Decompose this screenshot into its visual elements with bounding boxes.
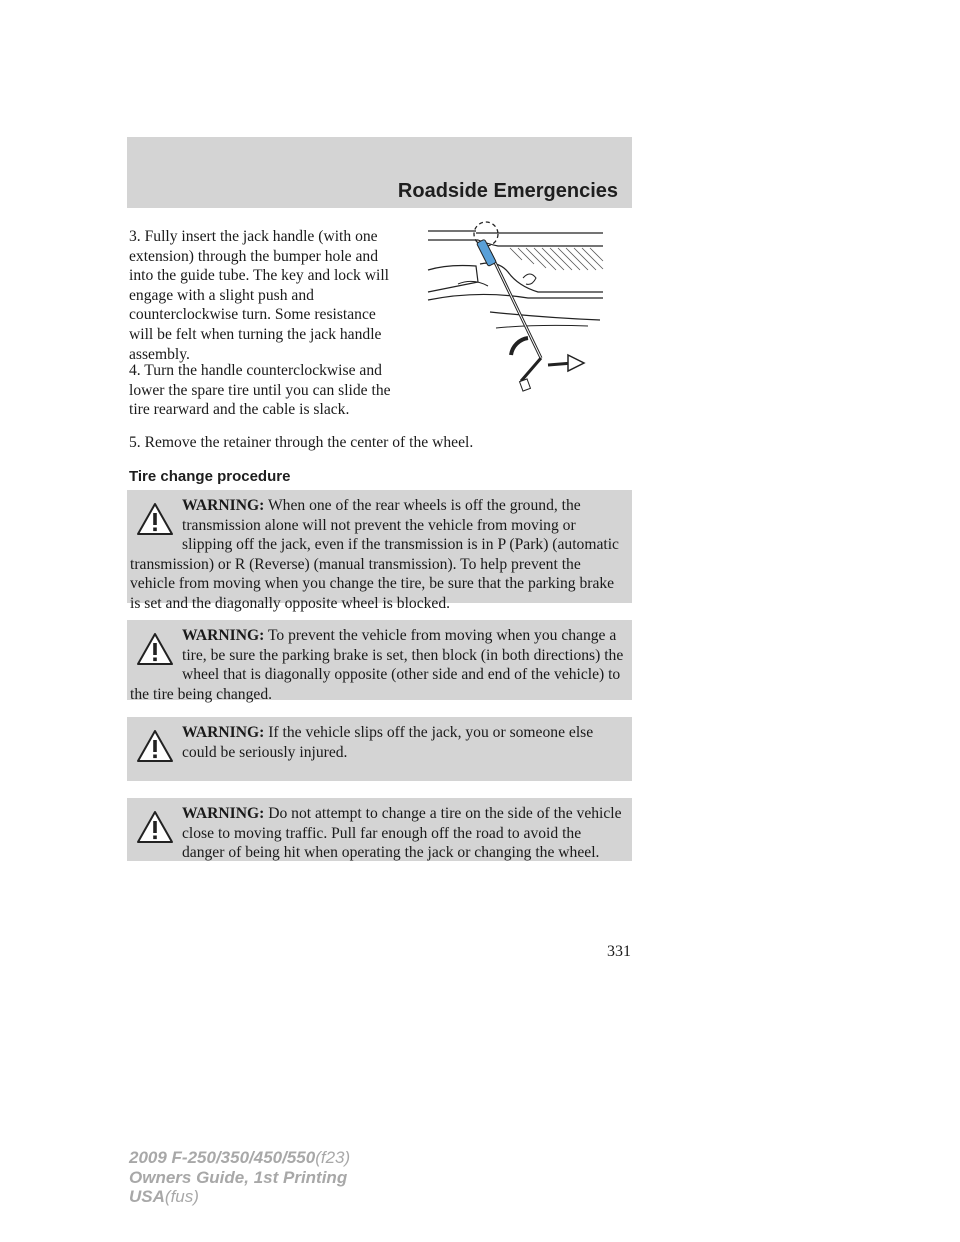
page-number: 331 (607, 943, 631, 960)
step-5: 5. Remove the retainer through the center of the wheel. (129, 434, 474, 451)
warning-label: WARNING: (182, 497, 265, 514)
warning-triangle-icon (136, 632, 174, 666)
section-title: Roadside Emergencies (397, 180, 618, 202)
warning-label: WARNING: (182, 627, 265, 644)
warning-text: When one of the rear wheels is off the ground, the transmission alone will not prevent the vehicle from moving or slipping off the jack, even if the transmission is in P (Park) (automatic transmission) or R (Reverse) (manual transmission). To help prevent the vehicle from moving when you change the tire, be sure that the parking brake is set and the diagonally opposite wheel is blocked. (130, 497, 619, 612)
footer-line-2: Owners Guide, 1st Printing (129, 1167, 348, 1187)
warning-label: WARNING: (182, 724, 265, 741)
warning-box (127, 798, 632, 861)
header-band (127, 137, 632, 208)
jack-handle-illustration (418, 220, 608, 395)
warning-triangle-icon (136, 502, 174, 536)
warning-text: If the vehicle slips off the jack, you or someone else could be seriously injured. (182, 724, 594, 761)
warning-label: WARNING: (182, 805, 265, 822)
warning-triangle-icon (136, 810, 174, 844)
warning-box (127, 490, 632, 612)
footer-line-1: 2009 F-250/350/450/550(f23) (129, 1148, 351, 1167)
print-footer (129, 1148, 350, 1207)
section-heading: Tire change procedure (129, 468, 291, 485)
warning-text: Do not attempt to change a tire on the side of the vehicle close to moving traffic. Pull far enough off the road to avoid the danger of being hit when operating the jack or changing the wheel. (182, 805, 622, 862)
warning-box (127, 717, 632, 781)
warning-text: To prevent the vehicle from moving when you change a tire, be sure the parking brake is set, then block (in both directions) the wheel that is diagonally opposite (other side and end of the vehicle) to the tire being changed. (130, 627, 624, 703)
footer-line-3: USA(fus) (129, 1187, 199, 1206)
warning-triangle-icon (136, 729, 174, 763)
step-4: 4. Turn the handle counterclockwise and lower the spare tire until you can slide the tire rearward and the cable is slack. (129, 362, 391, 419)
warning-box (127, 620, 632, 703)
step-3: 3. Fully insert the jack handle (with one extension) through the bumper hole and into the guide tube. The key and lock will engage with a slight push and counterclockwise turn. Some resistance will be felt when turning the jack handle assembly. (129, 228, 389, 363)
